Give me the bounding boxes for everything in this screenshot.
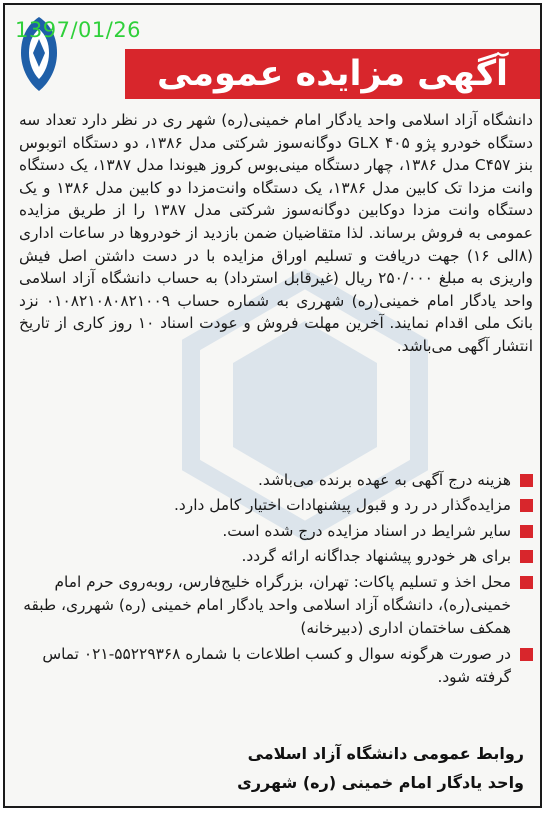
announcement-frame: [3, 3, 542, 808]
date-stamp: 1397/01/26: [15, 18, 142, 42]
list-item: سایر شرایط در اسناد مزایده درج شده است.: [19, 520, 533, 543]
list-item: محل اخذ و تسلیم پاکات: تهران، بزرگراه خلیج‌فارس، روبه‌روی حرم امام خمینی(ره)، دانشگاه آزاد اسلامی واحد یادگار امام خمینی (ره) شهرری، طبقه همکف ساختمان اداری (دبیرخانه): [19, 571, 533, 641]
bullet-square-icon: [520, 550, 533, 563]
announcement-title: آگهی مزایده عمومی: [156, 54, 509, 94]
signature-line-2: واحد یادگار امام خمینی (ره) شهرری: [237, 773, 524, 792]
bullet-square-icon: [520, 525, 533, 538]
announcement-body: دانشگاه آزاد اسلامی واحد یادگار امام خمینی(ره) شهر ری در نظر دارد تعداد سه دستگاه خودرو پژو GLX ۴۰۵ دوگانه‌سوز شرکتی مدل ۱۳۸۶، دو دستگاه اتوبوس بنز C۴۵۷ مدل ۱۳۸۶، چهار دستگاه مینی‌بوس کروز هیوندا مدل ۱۳۸۷، یک دستگاه وانت مزدا تک کابین مدل ۱۳۸۶، یک دستگاه وانت‌مزدا دو کابین مدل ۱۳۸۶ و یک دستگاه وانت مزدا دوکابین دوگانه‌سوز شرکتی مدل ۱۳۸۷ را از طریق مزایده عمومی به فروش برساند. لذا متقاضیان ضمن بازدید از خودروها در ساعات اداری (۸الی ۱۶) جهت دریافت و تسلیم اوراق مزایده با در دست داشتن اصل فیش واریزی به مبلغ ۲۵۰/۰۰۰ ریال (غیرقابل استرداد) به حساب دانشگاه آزاد اسلامی واحد یادگار امام خمینی(ره) شهرری به شماره حساب ۰۱۰۸۲۱۰۸۰۸۲۱۰۰۹ نزد بانک ملی اقدام نمایند. آخرین مهلت فروش و عودت اسناد ۱۰ روز کاری از تاریخ انتشار آگهی می‌باشد.: [19, 111, 534, 355]
list-item: مزایده‌گذار در رد و قبول پیشنهادات اختیار کامل دارد.: [19, 494, 533, 517]
bullet-square-icon: [520, 499, 533, 512]
signature-block: [124, 739, 524, 797]
bullet-square-icon: [520, 474, 533, 487]
bullet-square-icon: [520, 648, 533, 661]
list-item: هزینه درج آگهی به عهده برنده می‌باشد.: [19, 469, 533, 492]
bullet-square-icon: [520, 576, 533, 589]
conditions-list: [19, 469, 533, 692]
signature-line-1: روابط عمومی دانشگاه آزاد اسلامی: [247, 744, 524, 763]
list-item: در صورت هرگونه سوال و کسب اطلاعات با شماره ۵۵۲۲۹۳۶۸-۰۲۱ تماس گرفته شود.: [19, 643, 533, 690]
list-item: برای هر خودرو پیشنهاد جداگانه ارائه گردد.: [19, 545, 533, 568]
title-banner: [125, 49, 540, 99]
